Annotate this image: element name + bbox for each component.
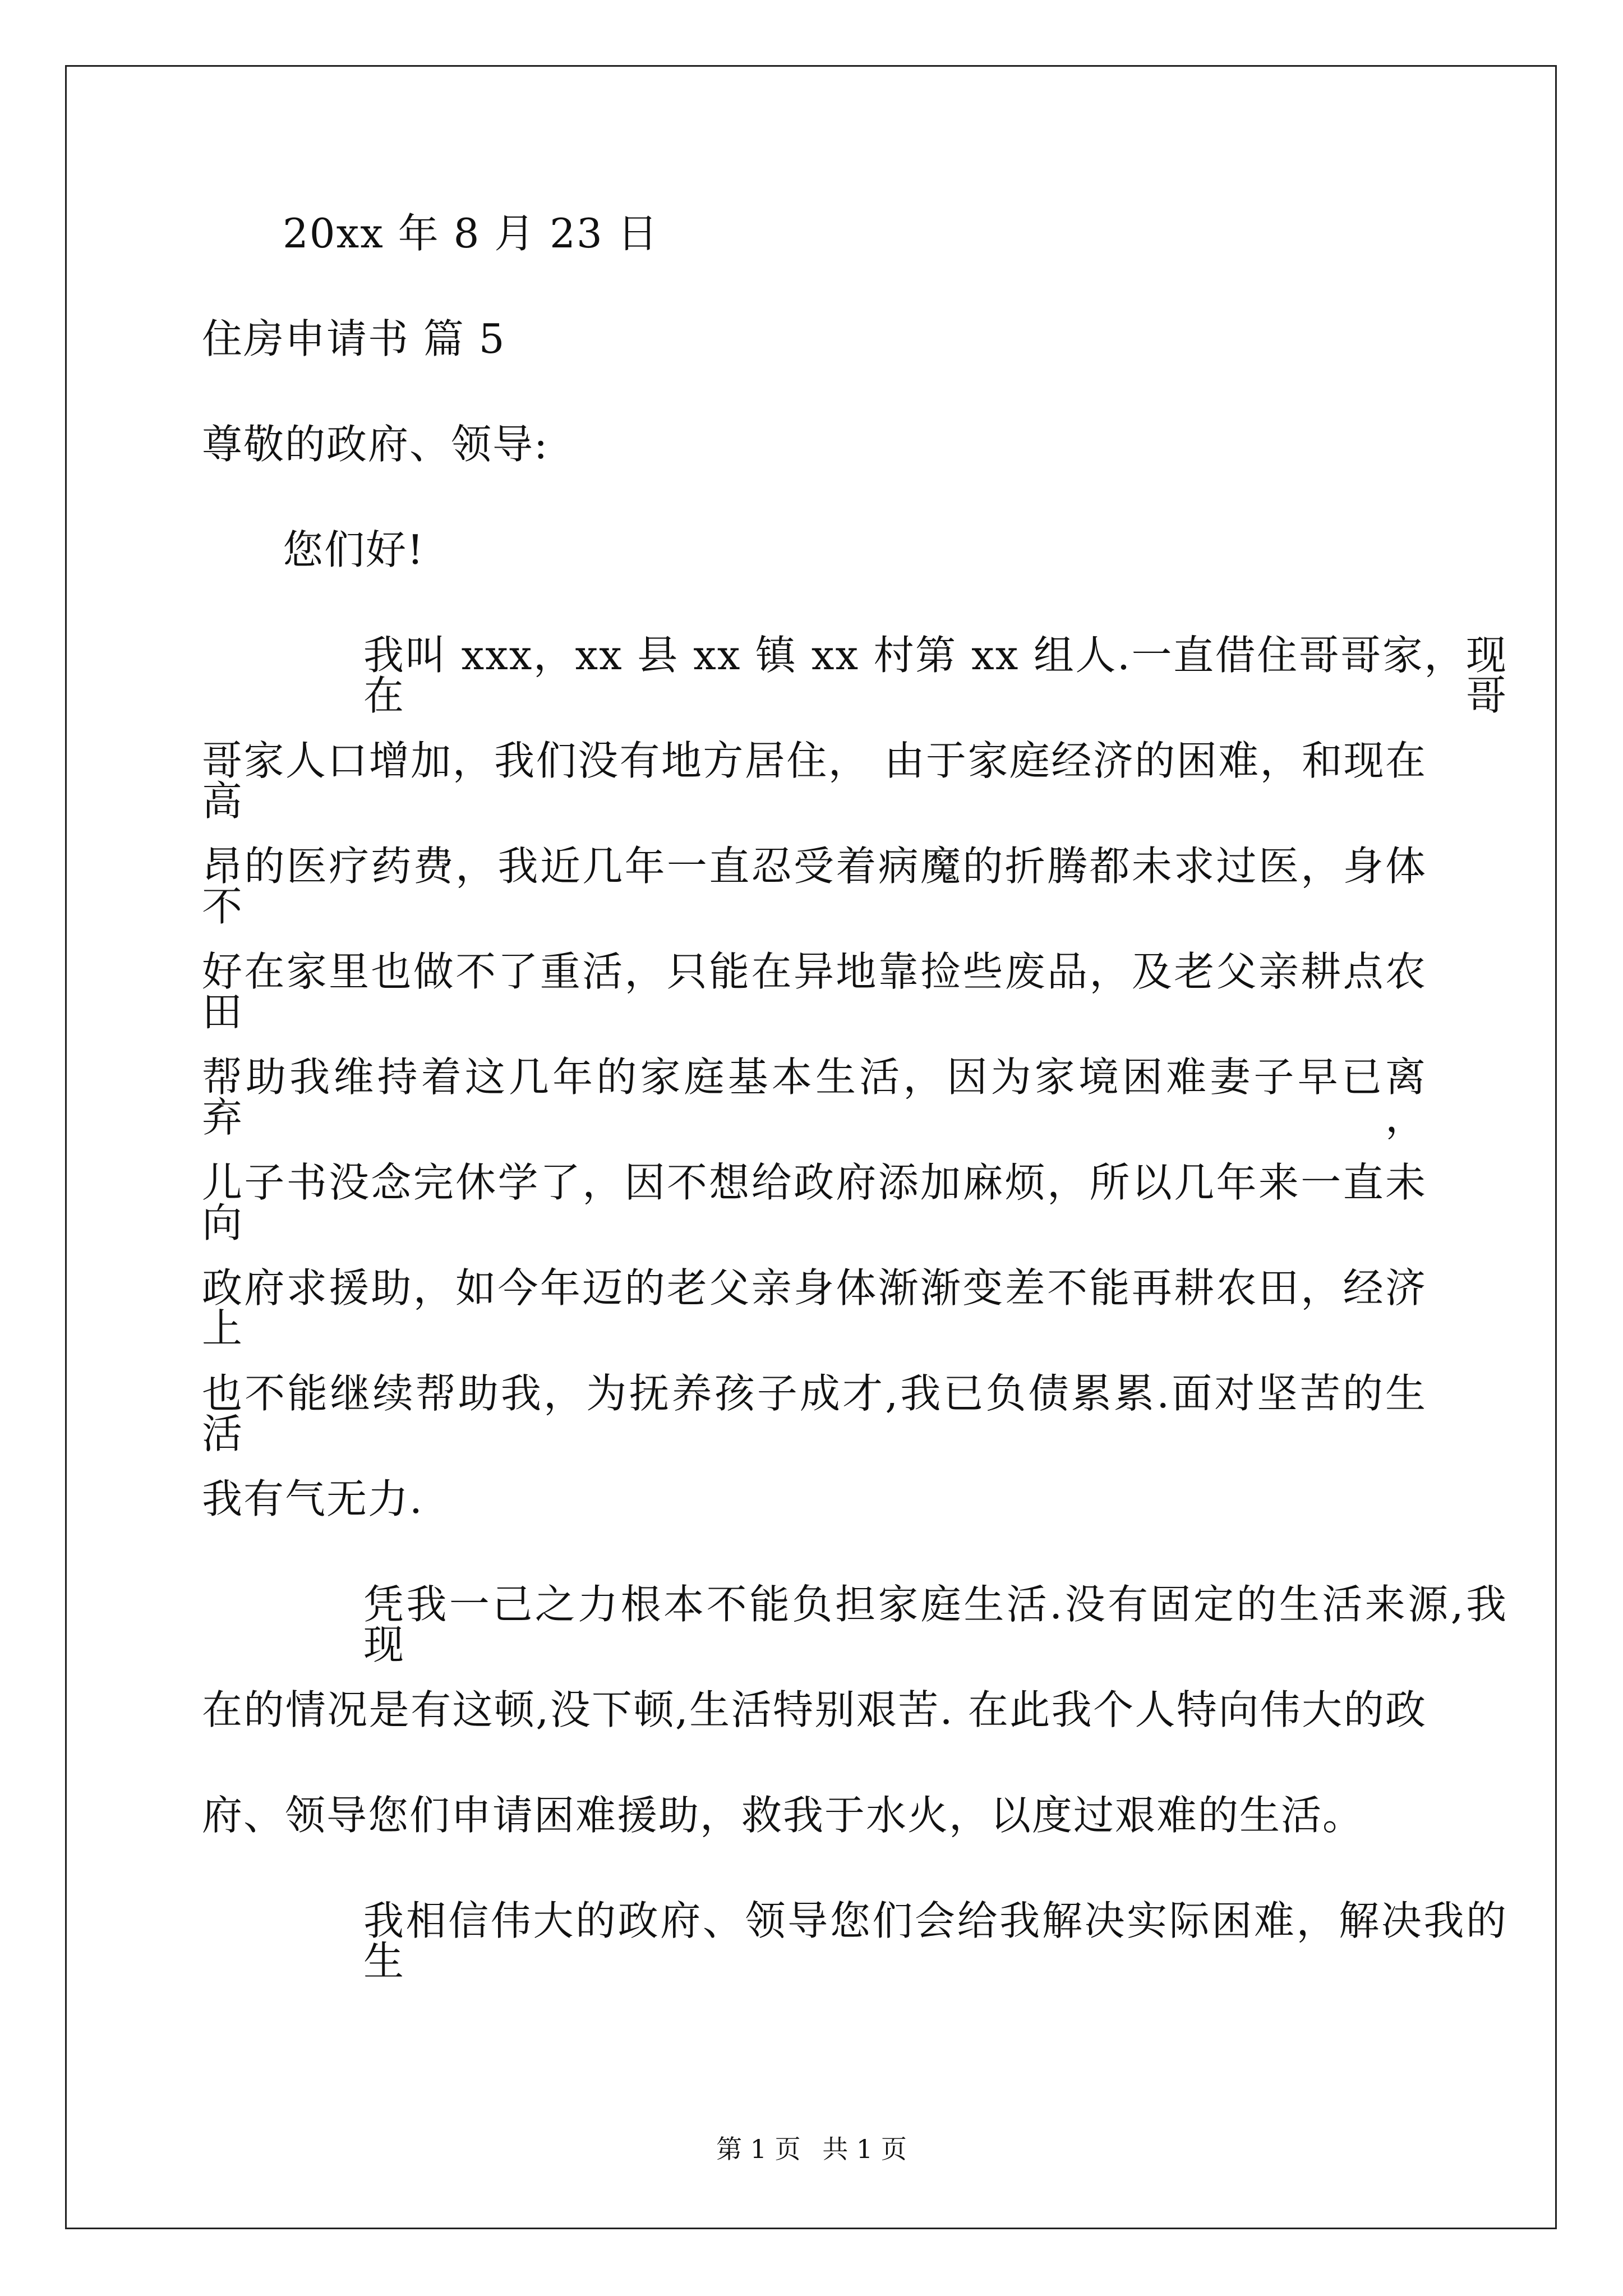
paragraph-line <box>202 1897 1507 2006</box>
paragraph-1-line-8: 也不能继续帮助我，为抚养孩子成才,我已负债累累.面对坚苦的生活 <box>202 1370 1427 1457</box>
salutation: 尊敬的政府、领导: <box>202 421 549 468</box>
paragraph-1-line-3: 昂的医疗药费，我近几年一直忍受着病魔的折腾都未求过医，身体不 <box>202 843 1427 930</box>
paragraph-1-line-9: 我有气无力. <box>202 1475 423 1522</box>
date-line: 20xx 年 8 月 23 日 <box>283 210 659 257</box>
greeting: 您们好! <box>283 526 425 573</box>
paragraph-line <box>202 843 1427 951</box>
paragraph-line <box>202 1264 1427 1373</box>
paragraph-line <box>202 1370 1427 1479</box>
document-body <box>202 210 1507 2006</box>
paragraph-1-line-6: 儿子书没念完休学了，因不想给政府添加麻烦，所以几年来一直未向 <box>202 1159 1427 1246</box>
paragraph-line <box>202 1686 1427 1795</box>
document-heading: 住房申请书 篇 5 <box>202 315 506 362</box>
paragraph-2-line-1: 凭我一己之力根本不能负担家庭生活.没有固定的生活来源,我现 <box>363 1581 1507 1668</box>
paragraph-1-line-2: 哥家人口增加，我们没有地方居住， 由于家庭经济的困难，和现在高 <box>202 737 1427 825</box>
paragraph-1-line-7: 政府求援助，如今年迈的老父亲身体渐渐变差不能再耕农田，经济上 <box>202 1264 1427 1352</box>
page-total: 共 1 页 <box>822 2134 907 2164</box>
paragraph-3-line-1: 我相信伟大的政府、领导您们会给我解决实际困难，解决我的生 <box>363 1897 1507 1985</box>
paragraph-2-line-3: 府、领导您们申请困难援助，救我于水火，以度过艰难的生活。 <box>202 1792 1364 1839</box>
paragraph-line <box>202 1053 1427 1162</box>
paragraph-1-line-4: 好在家里也做不了重活，只能在异地靠捡些废品，及老父亲耕点农田 <box>202 948 1427 1036</box>
paragraph-line <box>202 948 1427 1057</box>
paragraph-line <box>202 1581 1507 1690</box>
page-number: 第 1 页 <box>716 2134 801 2164</box>
paragraph-line <box>202 737 1427 846</box>
page-footer <box>0 2129 1623 2166</box>
paragraph-line <box>202 632 1507 740</box>
paragraph-line <box>202 1159 1427 1268</box>
paragraph-1-line-5: 帮助我维持着这几年的家庭基本生活，因为家境困难妻子早已离弃， <box>202 1053 1427 1141</box>
paragraph-2-line-2: 在的情况是有这顿,没下顿,生活特别艰苦. 在此我个人特向伟大的政 <box>202 1686 1427 1733</box>
paragraph-1-line-1: 我叫 xxx，xx 县 xx 镇 xx 村第 xx 组人.一直借住哥哥家，现在哥 <box>363 632 1507 719</box>
